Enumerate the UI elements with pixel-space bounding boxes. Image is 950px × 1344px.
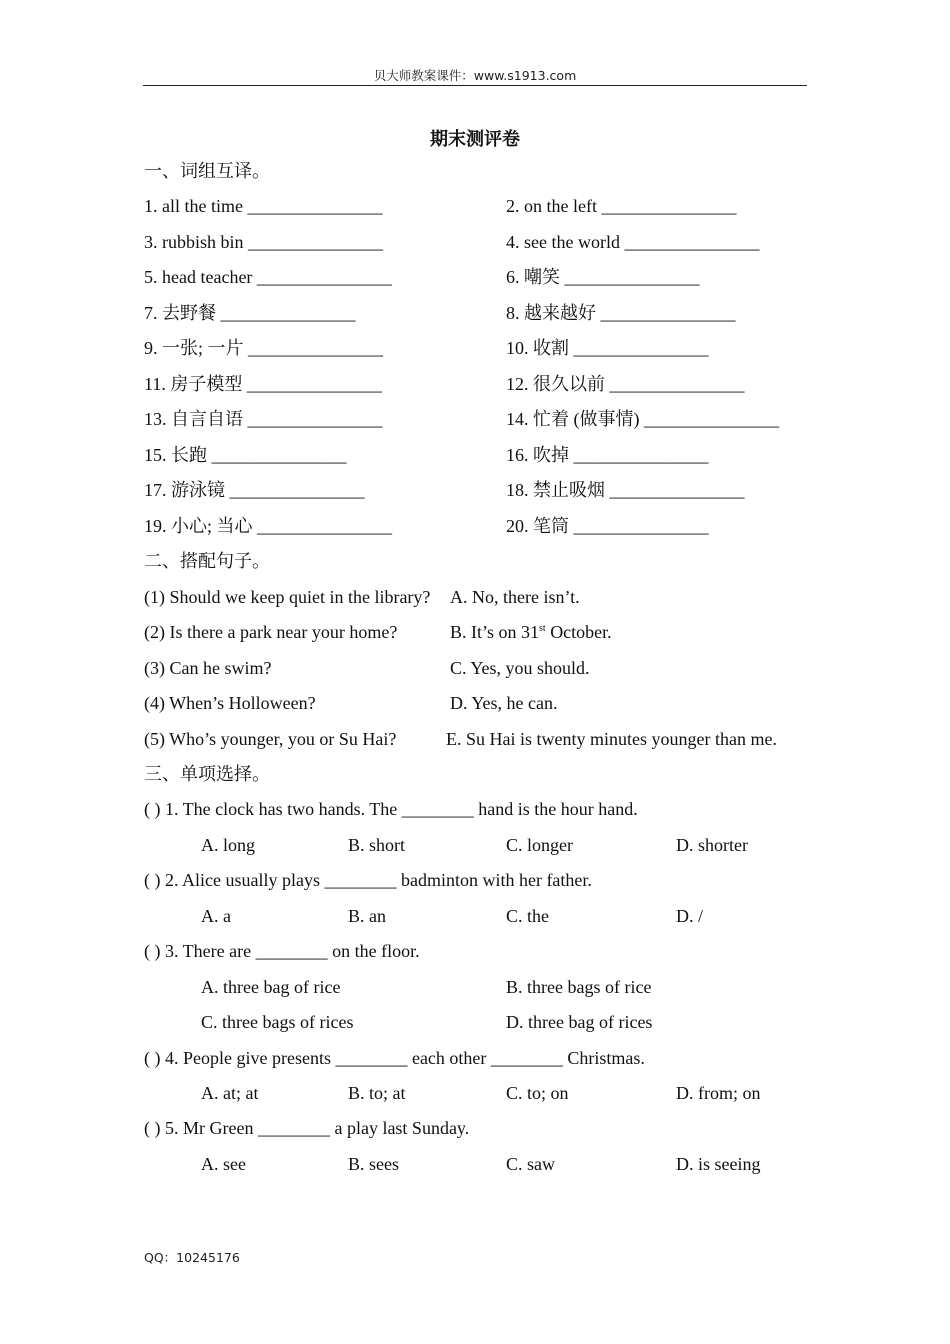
- section2-heading: 二、搭配句子。: [144, 551, 270, 571]
- phrase-item: 19. 小心; 当心 _______________: [144, 516, 393, 536]
- match-answer: A. No, there isn’t.: [450, 587, 580, 607]
- phrase-item: 11. 房子模型 _______________: [144, 374, 382, 394]
- option-a: A. at; at: [201, 1083, 259, 1103]
- option-c: C. saw: [506, 1154, 555, 1174]
- page-header: 贝大师教案课件：www.s1913.com: [373, 68, 577, 83]
- option-d: D. is seeing: [676, 1154, 761, 1174]
- match-answer: E. Su Hai is twenty minutes younger than me.: [446, 729, 777, 749]
- question-stem: ( ) 2. Alice usually plays ________ badminton with her father.: [144, 870, 592, 890]
- match-question: (3) Can he swim?: [144, 658, 272, 678]
- phrase-item: 16. 吹掉 _______________: [506, 445, 709, 465]
- ordinal-suffix: st: [539, 623, 546, 634]
- phrase-item: 4. see the world _______________: [506, 232, 760, 252]
- match-answer-text: October.: [545, 622, 612, 642]
- option-b: B. sees: [348, 1154, 399, 1174]
- phrase-item: 20. 笔筒 _______________: [506, 516, 709, 536]
- question-stem: ( ) 5. Mr Green ________ a play last Sunday.: [144, 1118, 470, 1138]
- phrase-item: 7. 去野餐 _______________: [144, 303, 356, 323]
- option-c: C. three bags of rices: [201, 1012, 354, 1032]
- question-stem: ( ) 4. People give presents ________ each other ________ Christmas.: [144, 1048, 645, 1068]
- option-d: D. shorter: [676, 835, 748, 855]
- match-question: (5) Who’s younger, you or Su Hai?: [144, 729, 397, 749]
- section3-heading: 三、单项选择。: [144, 764, 270, 784]
- option-d: D. /: [676, 906, 703, 926]
- phrase-item: 1. all the time _______________: [144, 196, 383, 216]
- phrase-item: 18. 禁止吸烟 _______________: [506, 480, 745, 500]
- section1-heading: 一、词组互译。: [144, 161, 270, 181]
- option-d: D. three bag of rices: [506, 1012, 653, 1032]
- option-c: C. the: [506, 906, 549, 926]
- question-stem: ( ) 3. There are ________ on the floor.: [144, 941, 420, 961]
- page-title: 期末测评卷: [430, 129, 520, 149]
- option-c: C. to; on: [506, 1083, 569, 1103]
- option-a: A. three bag of rice: [201, 977, 341, 997]
- phrase-item: 10. 收割 _______________: [506, 338, 709, 358]
- phrase-item: 12. 很久以前 _______________: [506, 374, 745, 394]
- phrase-item: 2. on the left _______________: [506, 196, 737, 216]
- header-divider: [143, 85, 807, 86]
- phrase-item: 3. rubbish bin _______________: [144, 232, 384, 252]
- match-answer: D. Yes, he can.: [450, 693, 558, 713]
- option-d: D. from; on: [676, 1083, 761, 1103]
- match-question: (2) Is there a park near your home?: [144, 622, 398, 642]
- page-footer: QQ：10245176: [144, 1250, 240, 1265]
- phrase-item: 5. head teacher _______________: [144, 267, 392, 287]
- phrase-item: 6. 嘲笑 _______________: [506, 267, 700, 287]
- option-a: A. see: [201, 1154, 246, 1174]
- phrase-item: 15. 长跑 _______________: [144, 445, 347, 465]
- option-b: B. three bags of rice: [506, 977, 652, 997]
- match-question: (4) When’s Holloween?: [144, 693, 316, 713]
- option-c: C. longer: [506, 835, 573, 855]
- question-stem: ( ) 1. The clock has two hands. The ________ hand is the hour hand.: [144, 799, 638, 819]
- match-answer-text: B. It’s on 31: [450, 622, 540, 642]
- phrase-item: 8. 越来越好 _______________: [506, 303, 736, 323]
- phrase-item: 9. 一张; 一片 _______________: [144, 338, 384, 358]
- match-answer: [450, 621, 612, 643]
- phrase-item: 14. 忙着 (做事情) _______________: [506, 409, 779, 429]
- phrase-item: 13. 自言自语 _______________: [144, 409, 383, 429]
- option-b: B. an: [348, 906, 386, 926]
- option-b: B. short: [348, 835, 406, 855]
- match-question: (1) Should we keep quiet in the library?: [144, 587, 431, 607]
- phrase-item: 17. 游泳镜 _______________: [144, 480, 365, 500]
- option-a: A. long: [201, 835, 255, 855]
- option-a: A. a: [201, 906, 231, 926]
- option-b: B. to; at: [348, 1083, 406, 1103]
- match-answer: C. Yes, you should.: [450, 658, 590, 678]
